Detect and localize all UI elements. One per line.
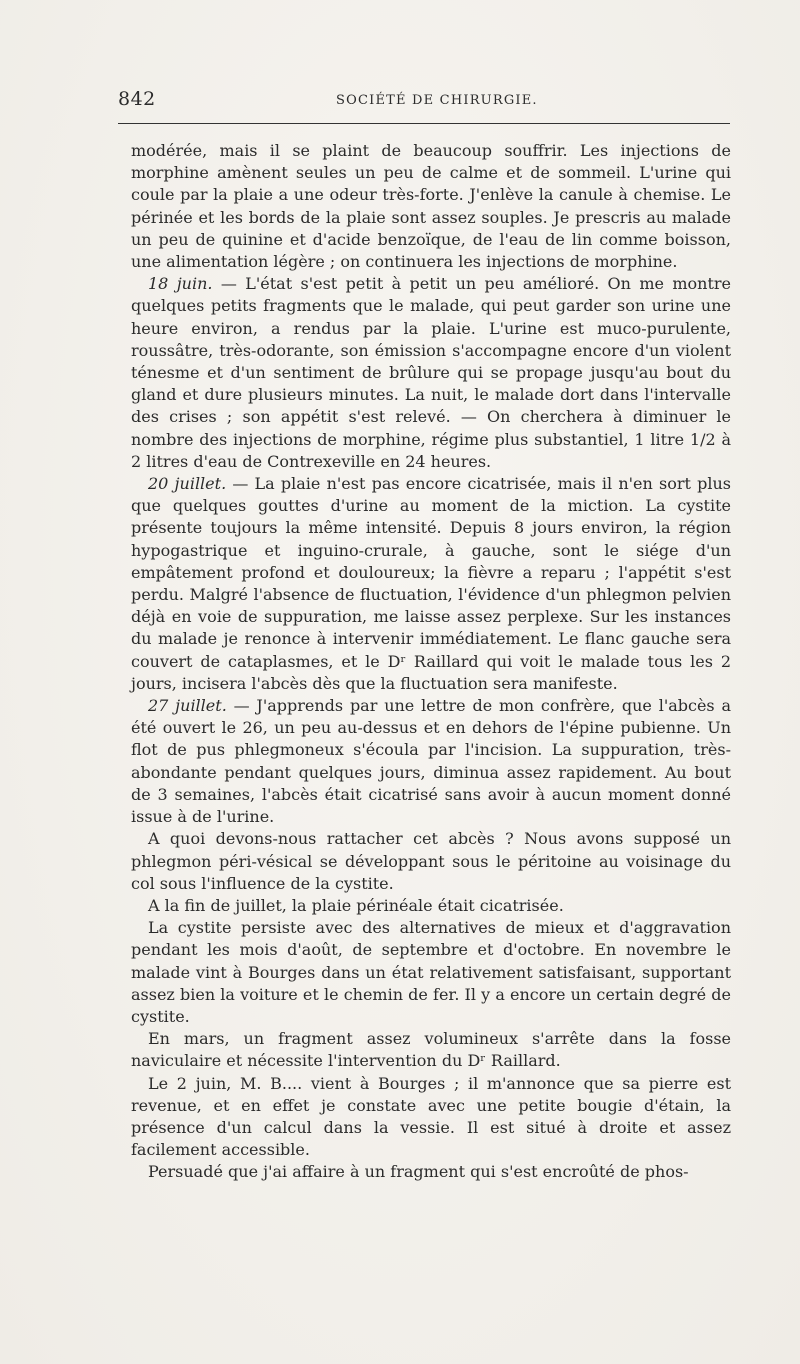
paragraph-text: En mars, un fragment assez volumineux s'arrête dans la fosse naviculaire et nécessite l'intervention du Dʳ Raillard. xyxy=(131,1029,731,1071)
entry-date: 20 juillet. xyxy=(148,474,227,494)
paragraph-text: modérée, mais il se plaint de beaucoup souffrir. Les injections de morphine amènent seules un peu de calme et de sommeil. L'urine qui coule par la plaie a une odeur très-forte. J'enlève la canule à chemise. Le périnée et les bords de la plaie sont assez souples. Je prescris au malade un peu de quinine et d'acide benzoïque, de l'eau de lin comme boisson, une alimentation légère ; on continuera les injections de morphine. xyxy=(131,141,731,272)
paragraph-text: A la fin de juillet, la plaie périnéale était cicatrisée. xyxy=(148,895,564,915)
page-number: 842 xyxy=(118,88,156,110)
header-rule xyxy=(118,123,730,124)
paragraph-6 xyxy=(131,895,731,917)
paragraph-4 xyxy=(131,695,731,828)
paragraph-text: — La plaie n'est pas encore cicatrisée, mais il n'en sort plus que quelques gouttes d'urine au moment de la miction. La cystite présente toujours la même intensité. Depuis 8 jours environ, la région hypogastrique et inguino-crurale, à gauche, sont le siége d'un empâtement profond et douloureux; la fièvre a reparu ; l'appétit s'est perdu. Malgré l'absence de fluctuation, l'évidence d'un phlegmon pelvien déjà en voie de suppuration, me laisse assez perplexe. Sur les instances du malade je renonce à intervenir immédiatement. Le flanc gauche sera couvert de cataplasmes, et le Dʳ Raillard qui voit le malade tous les 2 jours, incisera l'abcès dès que la fluctuation sera manifeste. xyxy=(131,474,731,693)
paragraph-7 xyxy=(131,917,731,1028)
paragraph-8 xyxy=(131,1028,731,1072)
entry-date: 18 juin. xyxy=(148,274,213,294)
paragraph-2 xyxy=(131,273,731,473)
page-header xyxy=(118,88,730,118)
paragraph-10 xyxy=(131,1161,731,1183)
running-title: SOCIÉTÉ DE CHIRURGIE. xyxy=(336,93,538,108)
paragraph-text: La cystite persiste avec des alternatives de mieux et d'aggravation pendant les mois d'août, de septembre et d'octobre. En novembre le malade vint à Bourges dans un état relativement satisfaisant, supportant assez bien la voiture et le chemin de fer. Il y a encore un certain degré de cystite. xyxy=(131,918,731,1026)
paragraph-text: — J'apprends par une lettre de mon confrère, que l'abcès a été ouvert le 26, un peu au-dessus et en dehors de l'épine pubienne. Un flot de pus phlegmoneux s'écoula par l'incision. La suppuration, très-abondante pendant quelques jours, diminua assez rapidement. Au bout de 3 semaines, l'abcès était cicatrisé sans avoir à aucun moment donné issue à de l'urine. xyxy=(131,696,731,827)
paragraph-text: Persuadé que j'ai affaire à un fragment qui s'est encroûté de phos- xyxy=(148,1162,689,1182)
paragraph-9 xyxy=(131,1073,731,1162)
paragraph-1 xyxy=(131,140,731,273)
body-text xyxy=(131,140,731,1184)
paragraph-text: — L'état s'est petit à petit un peu amélioré. On me montre quelques petits fragments que le malade, qui peut garder son urine une heure environ, a rendus par la plaie. L'urine est muco-purulente, roussâtre, très-odorante, son émission s'accompagne encore d'un violent ténesme et d'un sentiment de brûlure qui se propage jusqu'au bout du gland et dure plusieurs minutes. La nuit, le malade dort dans l'intervalle des crises ; son appétit s'est relevé. — On cherchera à diminuer le nombre des injections de morphine, régime plus substantiel, 1 litre 1/2 à 2 litres d'eau de Contrexeville en 24 heures. xyxy=(131,274,731,471)
paragraph-5 xyxy=(131,828,731,895)
paragraph-text: A quoi devons-nous rattacher cet abcès ? Nous avons supposé un phlegmon péri-vésical se développant sous le péritoine au voisinage du col sous l'influence de la cystite. xyxy=(131,829,731,893)
paragraph-3 xyxy=(131,473,731,695)
entry-date: 27 juillet. xyxy=(148,696,227,716)
paragraph-text: Le 2 juin, M. B.... vient à Bourges ; il m'annonce que sa pierre est revenue, et en effet je constate avec une petite bougie d'étain, la présence d'un calcul dans la vessie. Il est situé à droite et assez facilement accessible. xyxy=(131,1073,731,1160)
